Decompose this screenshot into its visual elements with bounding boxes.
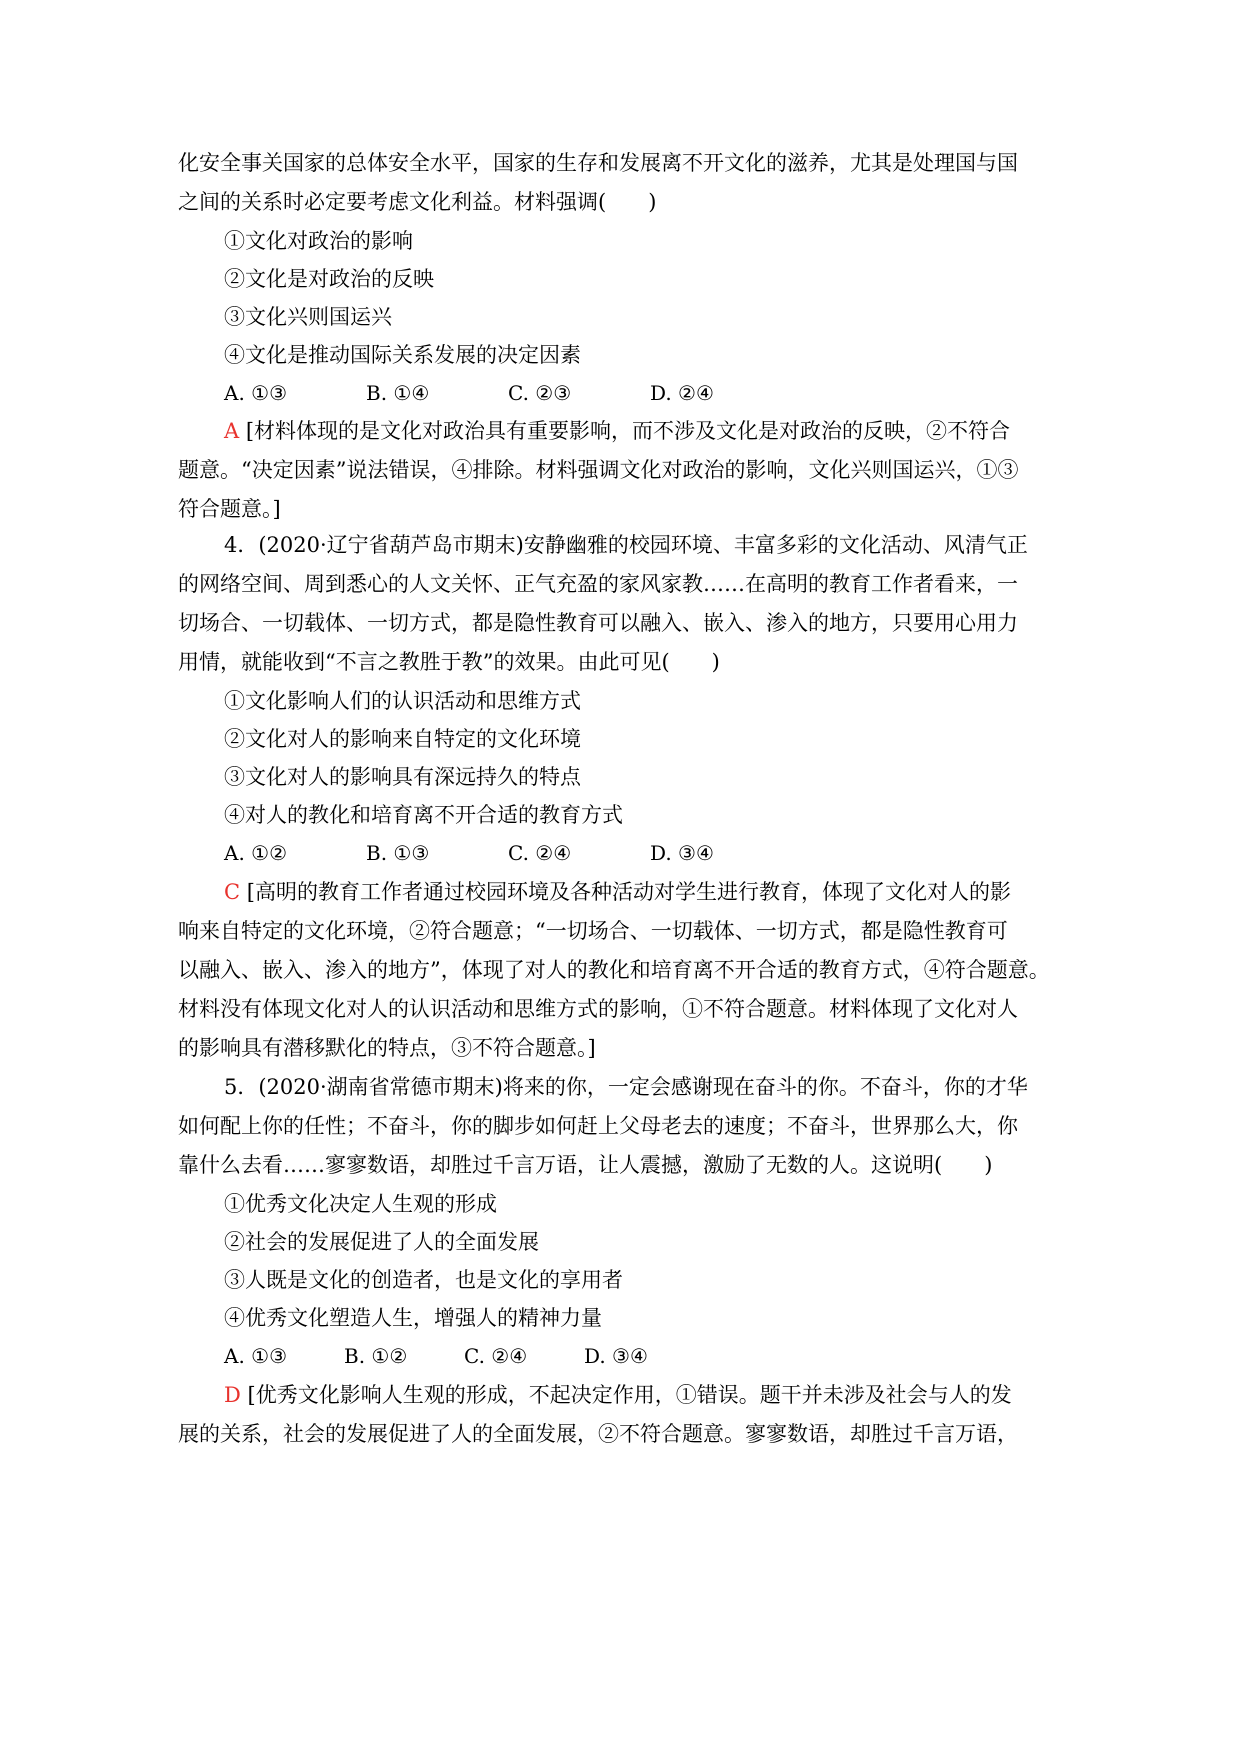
q3-option-c: C. ②③ [508,381,572,405]
q5-explanation-line [224,1380,1012,1410]
q4-item: ④对人的教化和培育离不开合适的教育方式 [224,803,623,827]
q4-option-b: B. ①③ [366,841,430,865]
q5-item: ①优秀文化决定人生观的形成 [224,1192,497,1216]
q5-stem-line: 如何配上你的任性；不奋斗，你的脚步如何赶上父母老去的速度；不奋斗，世界那么大，你 [178,1114,1018,1138]
q5-stem-line: 靠什么去看……寥寥数语，却胜过千言万语，让人震撼，激励了无数的人。这说明( ) [178,1153,993,1177]
q4-answer-letter: C [224,880,241,904]
q3-item: ②文化是对政治的反映 [224,267,434,291]
q3-option-b: B. ①④ [366,381,430,405]
q4-item: ①文化影响人们的认识活动和思维方式 [224,689,581,713]
q4-option-c: C. ②④ [508,841,572,865]
q3-explanation-line: 符合题意。] [178,497,281,521]
q3-answer-letter: A [224,419,240,443]
q5-item: ③人既是文化的创造者，也是文化的享用者 [224,1268,623,1292]
q5-explanation-text: [优秀文化影响人生观的形成，不起决定作用，①错误。题干并未涉及社会与人的发 [247,1383,1012,1407]
q5-option-c: C. ②④ [464,1344,528,1368]
q4-stem-line: 用情，就能收到“不言之教胜于教”的效果。由此可见( ) [178,650,720,674]
q4-explanation-line: 以融入、嵌入、渗入的地方”，体现了对人的教化和培育离不开合适的教育方式，④符合题意。 [178,958,1050,982]
q4-item: ②文化对人的影响来自特定的文化环境 [224,727,581,751]
q4-explanation-line [224,877,1011,907]
q3-explanation-line: 题意。“决定因素”说法错误，④排除。材料强调文化对政治的影响，文化兴则国运兴，①③ [178,458,1019,482]
q3-stem-line: 化安全事关国家的总体安全水平，国家的生存和发展离不开文化的滋养，尤其是处理国与国 [178,151,1018,175]
q3-explanation-text: [材料体现的是文化对政治具有重要影响，而不涉及文化是对政治的反映，②不符合 [245,419,1011,443]
q5-explanation-line: 展的关系，社会的发展促进了人的全面发展，②不符合题意。寥寥数语，却胜过千言万语， [178,1422,1018,1446]
q3-item: ③文化兴则国运兴 [224,305,392,329]
q4-option-d: D. ③④ [650,841,714,865]
q5-option-b: B. ①② [344,1344,408,1368]
q5-option-a: A. ①③ [224,1344,288,1368]
q5-item: ②社会的发展促进了人的全面发展 [224,1230,539,1254]
q4-explanation-line: 材料没有体现文化对人的认识活动和思维方式的影响，①不符合题意。材料体现了文化对人 [178,997,1018,1021]
q5-answer-letter: D [224,1383,241,1407]
q3-option-a: A. ①③ [224,381,288,405]
q3-option-d: D. ②④ [650,381,714,405]
q4-explanation-line: 的影响具有潜移默化的特点，③不符合题意。] [178,1036,596,1060]
q3-item: ①文化对政治的影响 [224,229,413,253]
q4-item: ③文化对人的影响具有深远持久的特点 [224,765,581,789]
q5-stem-line: 5．(2020·湖南省常德市期末)将来的你，一定会感谢现在奋斗的你。不奋斗，你的才华 [224,1075,1028,1099]
q5-option-d: D. ③④ [584,1344,648,1368]
q3-stem-line: 之间的关系时必定要考虑文化利益。材料强调( ) [178,190,657,214]
q3-explanation-line [224,416,1010,446]
q5-item: ④优秀文化塑造人生，增强人的精神力量 [224,1306,602,1330]
q4-stem-line: 切场合、一切载体、一切方式，都是隐性教育可以融入、嵌入、渗入的地方，只要用心用力 [178,611,1018,635]
q4-option-a: A. ①② [224,841,288,865]
q4-stem-line: 的网络空间、周到悉心的人文关怀、正气充盈的家风家教……在高明的教育工作者看来，一 [178,572,1018,596]
q3-item: ④文化是推动国际关系发展的决定因素 [224,343,581,367]
q4-explanation-line: 响来自特定的文化环境，②符合题意；“一切场合、一切载体、一切方式，都是隐性教育可 [178,919,1008,943]
q4-stem-line: 4．(2020·辽宁省葫芦岛市期末)安静幽雅的校园环境、丰富多彩的文化活动、风清气正 [224,533,1028,557]
q4-explanation-text: [高明的教育工作者通过校园环境及各种活动对学生进行教育，体现了文化对人的影 [246,880,1011,904]
